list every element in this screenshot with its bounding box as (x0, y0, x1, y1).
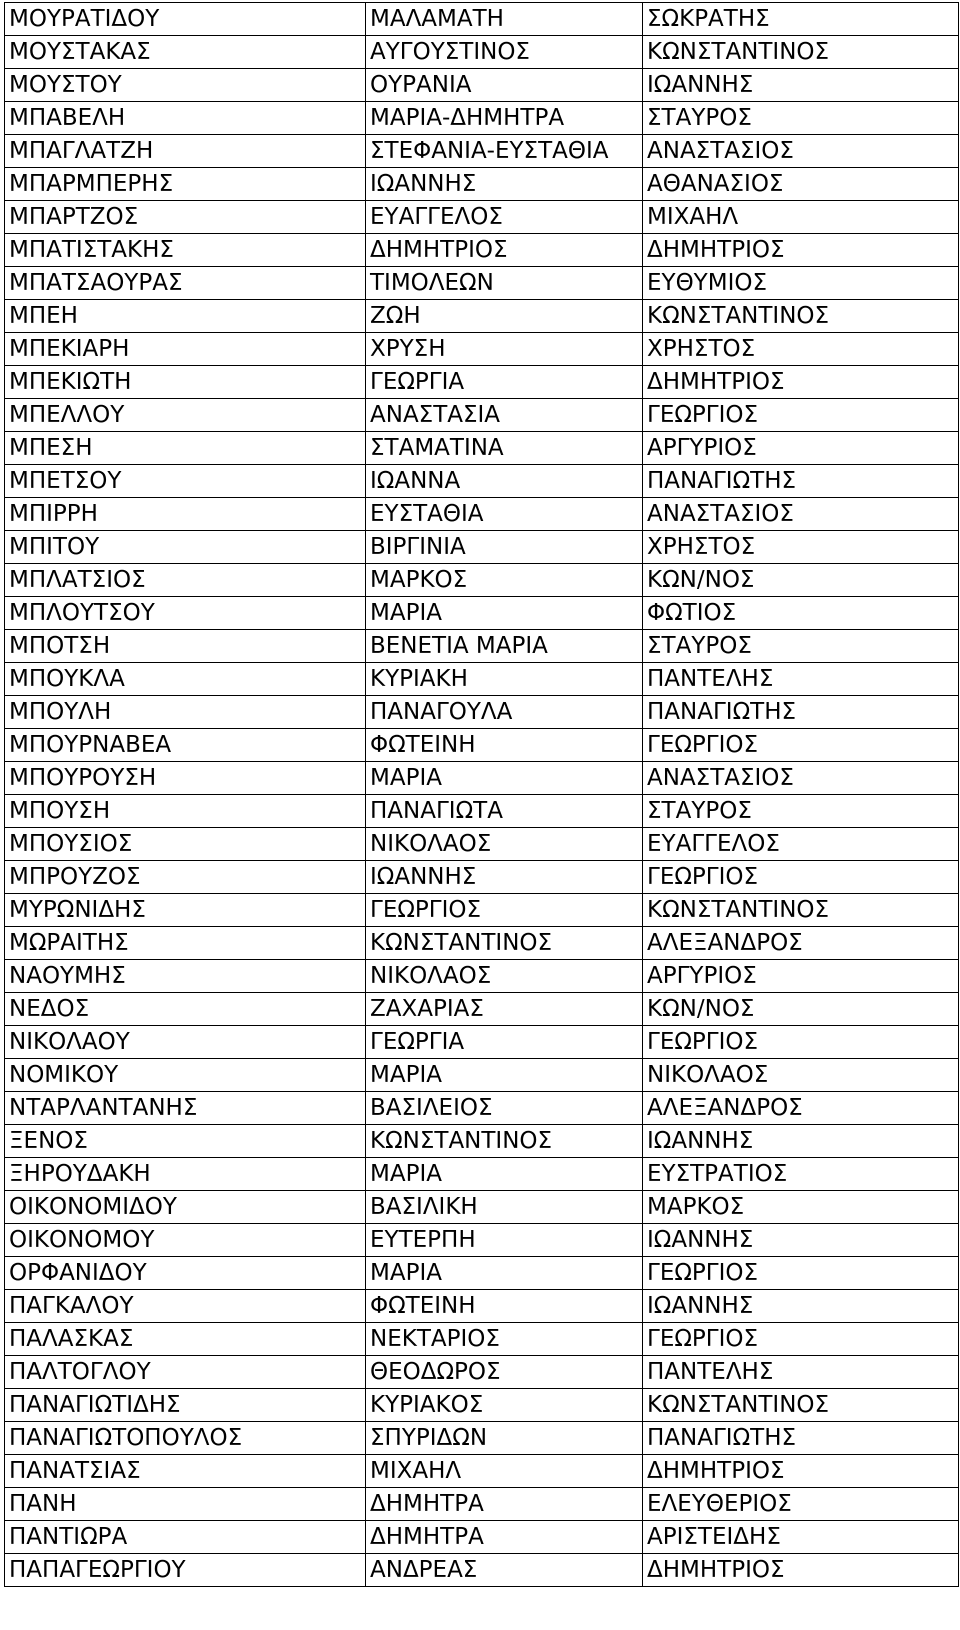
father-name-cell: ΑΝΑΣΤΑΣΙΟΣ (643, 762, 959, 795)
first-name-cell: ΦΩΤΕΙΝΗ (366, 1290, 643, 1323)
first-name-cell: ΕΥΣΤΑΘΙΑ (366, 498, 643, 531)
father-name-cell: ΚΩΝΣΤΑΝΤΙΝΟΣ (643, 300, 959, 333)
surname-cell: ΠΑΝΗ (5, 1488, 366, 1521)
surname-cell: ΝΕΔΟΣ (5, 993, 366, 1026)
surname-cell: ΜΠΕΣΗ (5, 432, 366, 465)
surname-cell: ΜΩΡΑΙΤΗΣ (5, 927, 366, 960)
surname-cell: ΟΙΚΟΝΟΜΙΔΟΥ (5, 1191, 366, 1224)
father-name-cell: ΑΝΑΣΤΑΣΙΟΣ (643, 498, 959, 531)
first-name-cell: ΕΥΤΕΡΠΗ (366, 1224, 643, 1257)
first-name-cell: ΜΙΧΑΗΛ (366, 1455, 643, 1488)
first-name-cell: ΚΥΡΙΑΚΗ (366, 663, 643, 696)
father-name-cell: ΔΗΜΗΤΡΙΟΣ (643, 1455, 959, 1488)
table-row (5, 135, 959, 168)
surname-cell: ΠΑΝΑΤΣΙΑΣ (5, 1455, 366, 1488)
father-name-cell: ΑΝΑΣΤΑΣΙΟΣ (643, 135, 959, 168)
table-row (5, 1224, 959, 1257)
surname-cell: ΜΠΛΑΤΣΙΟΣ (5, 564, 366, 597)
father-name-cell: ΓΕΩΡΓΙΟΣ (643, 861, 959, 894)
father-name-cell: ΔΗΜΗΤΡΙΟΣ (643, 366, 959, 399)
father-name-cell: ΑΛΕΞΑΝΔΡΟΣ (643, 1092, 959, 1125)
father-name-cell: ΙΩΑΝΝΗΣ (643, 69, 959, 102)
father-name-cell: ΙΩΑΝΝΗΣ (643, 1125, 959, 1158)
table-row (5, 102, 959, 135)
table-row (5, 828, 959, 861)
first-name-cell: ΔΗΜΗΤΡΑ (366, 1521, 643, 1554)
surname-cell: ΜΠΟΤΣΗ (5, 630, 366, 663)
father-name-cell: ΧΡΗΣΤΟΣ (643, 531, 959, 564)
father-name-cell: ΚΩΝΣΤΑΝΤΙΝΟΣ (643, 36, 959, 69)
first-name-cell: ΠΑΝΑΓΙΩΤΑ (366, 795, 643, 828)
surname-cell: ΞΕΝΟΣ (5, 1125, 366, 1158)
father-name-cell: ΚΩΝ/ΝΟΣ (643, 564, 959, 597)
first-name-cell: ΝΙΚΟΛΑΟΣ (366, 960, 643, 993)
surname-cell: ΜΠΟΥΚΛΑ (5, 663, 366, 696)
first-name-cell: ΙΩΑΝΝΑ (366, 465, 643, 498)
table-row (5, 1488, 959, 1521)
surname-cell: ΝΟΜΙΚΟΥ (5, 1059, 366, 1092)
first-name-cell: ΔΗΜΗΤΡΑ (366, 1488, 643, 1521)
first-name-cell: ΜΑΛΑΜΑΤΗ (366, 3, 643, 36)
table-row (5, 960, 959, 993)
first-name-cell: ΑΝΑΣΤΑΣΙΑ (366, 399, 643, 432)
father-name-cell: ΕΥΣΤΡΑΤΙΟΣ (643, 1158, 959, 1191)
father-name-cell: ΣΩΚΡΑΤΗΣ (643, 3, 959, 36)
first-name-cell: ΕΥΑΓΓΕΛΟΣ (366, 201, 643, 234)
father-name-cell: ΚΩΝΣΤΑΝΤΙΝΟΣ (643, 1389, 959, 1422)
table-row (5, 1026, 959, 1059)
father-name-cell: ΓΕΩΡΓΙΟΣ (643, 399, 959, 432)
surname-cell: ΜΠΑΤΙΣΤΑΚΗΣ (5, 234, 366, 267)
first-name-cell: ΟΥΡΑΝΙΑ (366, 69, 643, 102)
father-name-cell: ΕΥΘΥΜΙΟΣ (643, 267, 959, 300)
surname-cell: ΜΠΑΤΣΑΟΥΡΑΣ (5, 267, 366, 300)
surname-cell: ΠΑΛΑΣΚΑΣ (5, 1323, 366, 1356)
surname-cell: ΜΠΕΚΙΑΡΗ (5, 333, 366, 366)
table-row (5, 1455, 959, 1488)
surname-cell: ΟΡΦΑΝΙΔΟΥ (5, 1257, 366, 1290)
table-row (5, 267, 959, 300)
father-name-cell: ΣΤΑΥΡΟΣ (643, 795, 959, 828)
surname-cell: ΠΑΝΑΓΙΩΤΙΔΗΣ (5, 1389, 366, 1422)
father-name-cell: ΓΕΩΡΓΙΟΣ (643, 729, 959, 762)
table-row (5, 1422, 959, 1455)
father-name-cell: ΝΙΚΟΛΑΟΣ (643, 1059, 959, 1092)
table-row (5, 498, 959, 531)
table-row (5, 861, 959, 894)
first-name-cell: ΙΩΑΝΝΗΣ (366, 861, 643, 894)
father-name-cell: ΚΩΝΣΤΑΝΤΙΝΟΣ (643, 894, 959, 927)
table-row (5, 1356, 959, 1389)
first-name-cell: ΜΑΡΙΑ (366, 1158, 643, 1191)
father-name-cell: ΜΙΧΑΗΛ (643, 201, 959, 234)
first-name-cell: ΜΑΡΙΑ (366, 597, 643, 630)
table-row (5, 597, 959, 630)
table-row (5, 1389, 959, 1422)
surname-cell: ΜΠΑΓΛΑΤΖΗ (5, 135, 366, 168)
father-name-cell: ΦΩΤΙΟΣ (643, 597, 959, 630)
first-name-cell: ΜΑΡΙΑ (366, 1059, 643, 1092)
surname-cell: ΜΠΕΗ (5, 300, 366, 333)
table-row (5, 927, 959, 960)
first-name-cell: ΣΤΑΜΑΤΙΝΑ (366, 432, 643, 465)
table-row (5, 1191, 959, 1224)
table-row (5, 234, 959, 267)
surname-cell: ΜΠΡΟΥΖΟΣ (5, 861, 366, 894)
father-name-cell: ΓΕΩΡΓΙΟΣ (643, 1323, 959, 1356)
surname-cell: ΜΠΟΥΣΗ (5, 795, 366, 828)
first-name-cell: ΝΕΚΤΑΡΙΟΣ (366, 1323, 643, 1356)
father-name-cell: ΚΩΝ/ΝΟΣ (643, 993, 959, 1026)
first-name-cell: ΒΕΝΕΤΙΑ ΜΑΡΙΑ (366, 630, 643, 663)
father-name-cell: ΓΕΩΡΓΙΟΣ (643, 1026, 959, 1059)
father-name-cell: ΑΡΓΥΡΙΟΣ (643, 432, 959, 465)
table-row (5, 366, 959, 399)
father-name-cell: ΑΛΕΞΑΝΔΡΟΣ (643, 927, 959, 960)
surname-cell: ΝΑΟΥΜΗΣ (5, 960, 366, 993)
table-row (5, 432, 959, 465)
first-name-cell: ΦΩΤΕΙΝΗ (366, 729, 643, 762)
father-name-cell: ΠΑΝΤΕΛΗΣ (643, 663, 959, 696)
first-name-cell: ΣΠΥΡΙΔΩΝ (366, 1422, 643, 1455)
surname-cell: ΟΙΚΟΝΟΜΟΥ (5, 1224, 366, 1257)
names-table-body (5, 3, 959, 1587)
first-name-cell: ΙΩΑΝΝΗΣ (366, 168, 643, 201)
table-row (5, 564, 959, 597)
first-name-cell: ΝΙΚΟΛΑΟΣ (366, 828, 643, 861)
father-name-cell: ΧΡΗΣΤΟΣ (643, 333, 959, 366)
table-row (5, 894, 959, 927)
first-name-cell: ΜΑΡΙΑ-ΔΗΜΗΤΡΑ (366, 102, 643, 135)
surname-cell: ΜΠΟΥΛΗ (5, 696, 366, 729)
table-row (5, 1158, 959, 1191)
first-name-cell: ΚΩΝΣΤΑΝΤΙΝΟΣ (366, 1125, 643, 1158)
father-name-cell: ΙΩΑΝΝΗΣ (643, 1290, 959, 1323)
table-row (5, 663, 959, 696)
father-name-cell: ΜΑΡΚΟΣ (643, 1191, 959, 1224)
surname-cell: ΜΠΕΤΣΟΥ (5, 465, 366, 498)
table-row (5, 1521, 959, 1554)
first-name-cell: ΒΑΣΙΛΕΙΟΣ (366, 1092, 643, 1125)
father-name-cell: ΔΗΜΗΤΡΙΟΣ (643, 1554, 959, 1587)
first-name-cell: ΧΡΥΣΗ (366, 333, 643, 366)
surname-cell: ΠΑΓΚΑΛΟΥ (5, 1290, 366, 1323)
surname-cell: ΜΠΑΡΤΖΟΣ (5, 201, 366, 234)
surname-cell: ΝΤΑΡΛΑΝΤΑΝΗΣ (5, 1092, 366, 1125)
surname-cell: ΠΑΝΑΓΙΩΤΟΠΟΥΛΟΣ (5, 1422, 366, 1455)
first-name-cell: ΜΑΡΚΟΣ (366, 564, 643, 597)
surname-cell: ΜΟΥΣΤΑΚΑΣ (5, 36, 366, 69)
table-row (5, 762, 959, 795)
first-name-cell: ΑΥΓΟΥΣΤΙΝΟΣ (366, 36, 643, 69)
surname-cell: ΜΟΥΣΤΟΥ (5, 69, 366, 102)
surname-cell: ΜΠΑΡΜΠΕΡΗΣ (5, 168, 366, 201)
first-name-cell: ΘΕΟΔΩΡΟΣ (366, 1356, 643, 1389)
table-row (5, 465, 959, 498)
surname-cell: ΜΠΕΚΙΩΤΗ (5, 366, 366, 399)
table-row (5, 399, 959, 432)
father-name-cell: ΣΤΑΥΡΟΣ (643, 102, 959, 135)
first-name-cell: ΣΤΕΦΑΝΙΑ-ΕΥΣΤΑΘΙΑ (366, 135, 643, 168)
first-name-cell: ΓΕΩΡΓΙΑ (366, 1026, 643, 1059)
father-name-cell: ΠΑΝΤΕΛΗΣ (643, 1356, 959, 1389)
table-row (5, 1323, 959, 1356)
table-row (5, 333, 959, 366)
surname-cell: ΠΑΝΤΙΩΡΑ (5, 1521, 366, 1554)
surname-cell: ΠΑΛΤΟΓΛΟΥ (5, 1356, 366, 1389)
names-document (4, 2, 958, 1587)
first-name-cell: ΤΙΜΟΛΕΩΝ (366, 267, 643, 300)
surname-cell: ΜΠΟΥΡΟΥΣΗ (5, 762, 366, 795)
surname-cell: ΜΥΡΩΝΙΔΗΣ (5, 894, 366, 927)
names-table (4, 2, 959, 1587)
table-row (5, 993, 959, 1026)
table-row (5, 1125, 959, 1158)
first-name-cell: ΚΩΝΣΤΑΝΤΙΝΟΣ (366, 927, 643, 960)
father-name-cell: ΓΕΩΡΓΙΟΣ (643, 1257, 959, 1290)
first-name-cell: ΖΑΧΑΡΙΑΣ (366, 993, 643, 1026)
surname-cell: ΝΙΚΟΛΑΟΥ (5, 1026, 366, 1059)
first-name-cell: ΑΝΔΡΕΑΣ (366, 1554, 643, 1587)
first-name-cell: ΒΙΡΓΙΝΙΑ (366, 531, 643, 564)
table-row (5, 1290, 959, 1323)
surname-cell: ΜΠΟΥΡΝΑΒΕΑ (5, 729, 366, 762)
table-row (5, 69, 959, 102)
father-name-cell: ΑΘΑΝΑΣΙΟΣ (643, 168, 959, 201)
first-name-cell: ΒΑΣΙΛΙΚΗ (366, 1191, 643, 1224)
first-name-cell: ΚΥΡΙΑΚΟΣ (366, 1389, 643, 1422)
table-row (5, 531, 959, 564)
father-name-cell: ΕΛΕΥΘΕΡΙΟΣ (643, 1488, 959, 1521)
table-row (5, 3, 959, 36)
table-row (5, 36, 959, 69)
father-name-cell: ΑΡΙΣΤΕΙΔΗΣ (643, 1521, 959, 1554)
first-name-cell: ΠΑΝΑΓΟΥΛΑ (366, 696, 643, 729)
table-row (5, 1059, 959, 1092)
surname-cell: ΜΠΙΡΡΗ (5, 498, 366, 531)
surname-cell: ΜΠΕΛΛΟΥ (5, 399, 366, 432)
surname-cell: ΜΠΑΒΕΛΗ (5, 102, 366, 135)
father-name-cell: ΣΤΑΥΡΟΣ (643, 630, 959, 663)
table-row (5, 1257, 959, 1290)
table-row (5, 300, 959, 333)
surname-cell: ΠΑΠΑΓΕΩΡΓΙΟΥ (5, 1554, 366, 1587)
father-name-cell: ΔΗΜΗΤΡΙΟΣ (643, 234, 959, 267)
father-name-cell: ΕΥΑΓΓΕΛΟΣ (643, 828, 959, 861)
father-name-cell: ΠΑΝΑΓΙΩΤΗΣ (643, 465, 959, 498)
father-name-cell: ΠΑΝΑΓΙΩΤΗΣ (643, 1422, 959, 1455)
table-row (5, 795, 959, 828)
table-row (5, 729, 959, 762)
surname-cell: ΜΠΙΤΟΥ (5, 531, 366, 564)
first-name-cell: ΜΑΡΙΑ (366, 762, 643, 795)
father-name-cell: ΠΑΝΑΓΙΩΤΗΣ (643, 696, 959, 729)
table-row (5, 168, 959, 201)
first-name-cell: ΜΑΡΙΑ (366, 1257, 643, 1290)
first-name-cell: ΔΗΜΗΤΡΙΟΣ (366, 234, 643, 267)
father-name-cell: ΙΩΑΝΝΗΣ (643, 1224, 959, 1257)
table-row (5, 696, 959, 729)
father-name-cell: ΑΡΓΥΡΙΟΣ (643, 960, 959, 993)
surname-cell: ΜΠΛΟΥΤΣΟΥ (5, 597, 366, 630)
table-row (5, 1554, 959, 1587)
surname-cell: ΜΠΟΥΣΙΟΣ (5, 828, 366, 861)
table-row (5, 630, 959, 663)
table-row (5, 201, 959, 234)
first-name-cell: ΖΩΗ (366, 300, 643, 333)
first-name-cell: ΓΕΩΡΓΙΟΣ (366, 894, 643, 927)
surname-cell: ΞΗΡΟΥΔΑΚΗ (5, 1158, 366, 1191)
table-row (5, 1092, 959, 1125)
first-name-cell: ΓΕΩΡΓΙΑ (366, 366, 643, 399)
surname-cell: ΜΟΥΡΑΤΙΔΟΥ (5, 3, 366, 36)
